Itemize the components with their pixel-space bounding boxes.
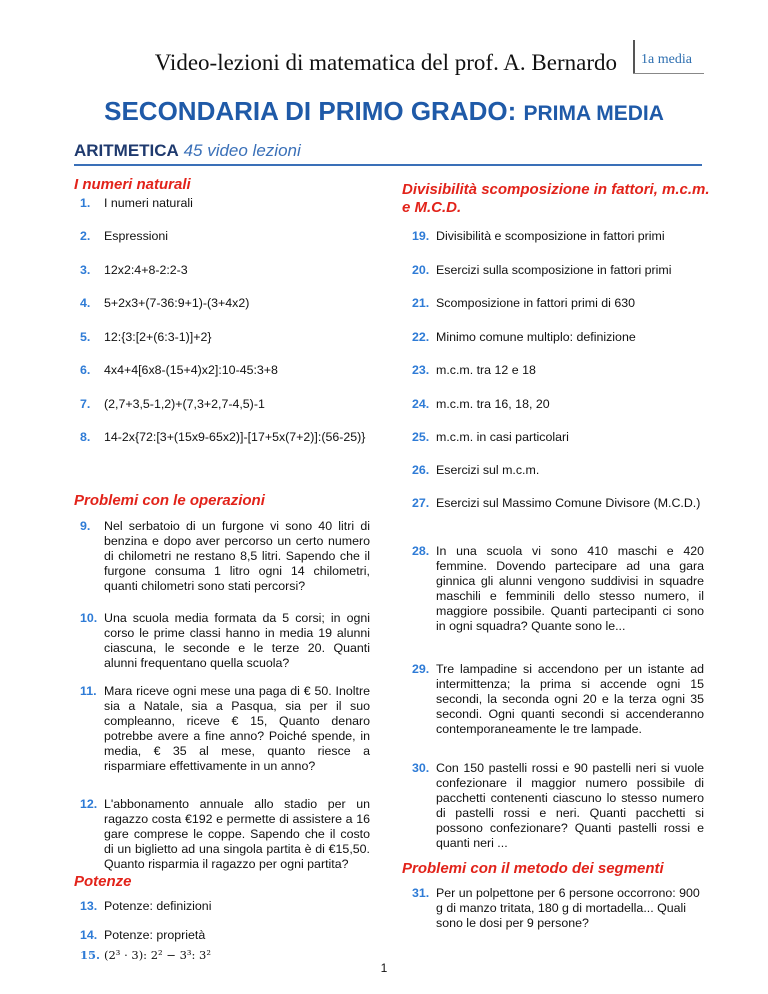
item-text: m.c.m. tra 16, 18, 20: [436, 397, 550, 411]
item-text: Minimo comune multiplo: definizione: [436, 330, 636, 344]
item-text: Esercizi sul m.c.m.: [436, 463, 540, 477]
item-number: 14.: [80, 928, 98, 942]
item-text: Tre lampadine si accendono per un istante ad intermittenza; la prima si accende ogni 15 secondi, la seconda ogni 20 e la terza ogni 35 secondi. Ogni quanti secondi si accenderanno contemporaneamente le tre lampade.: [436, 662, 704, 736]
list-item[interactable]: [412, 761, 704, 851]
item-number: 21.: [412, 296, 430, 310]
page-title-primary: SECONDARIA DI PRIMO GRADO:: [104, 96, 517, 126]
list-item[interactable]: [80, 263, 370, 278]
item-text: m.c.m. in casi particolari: [436, 430, 569, 444]
item-text: Potenze: proprietà: [104, 928, 206, 942]
list-item[interactable]: [80, 797, 370, 872]
item-text: Scomposizione in fattori primi di 630: [436, 296, 636, 310]
list-item[interactable]: [80, 684, 370, 774]
item-text: 4x4+4[6x8-(15+4)x2]:10-45:3+8: [104, 363, 278, 377]
item-text: Una scuola media formata da 5 corsi; in ogni corso le prime classi hanno in media 19 alunni ciascuna, le seconde e le terze 20. Quanti alunni frequentano quella scuola?: [104, 611, 370, 670]
item-number: 6.: [80, 363, 91, 377]
item-text: Esercizi sulla scomposizione in fattori primi: [436, 263, 672, 277]
heading-metodo-segmenti: Problemi con il metodo dei segmenti: [402, 860, 664, 877]
page-title-secondary: PRIMA MEDIA: [523, 102, 664, 125]
list-item[interactable]: [80, 196, 370, 211]
item-number: 7.: [80, 397, 91, 411]
page-number: 1: [380, 961, 388, 975]
item-text: L'abbonamento annuale allo stadio per un ragazzo costa €192 e permette di assistere a 16 gare comprese le coppe. Sapendo che il costo di un biglietto ad una singola partita è di €15,50. Quanto risparmia il ragazzo per ogni partita?: [104, 797, 370, 871]
list-item[interactable]: [412, 886, 704, 931]
section-rule: [74, 164, 702, 166]
header-title: Video-lezioni di matematica del prof. A. Bernardo: [154, 50, 617, 75]
heading-divisibilita: Divisibilità scomposizione in fattori, m.c.m. e M.C.D.: [402, 181, 710, 216]
item-text: Mara riceve ogni mese una paga di € 50. Inoltre sia a Natale, sia a Pasqua, sia per il suo compleanno, riceve € 15, Quanto denaro potrebbe avere a fine anno? Poiché spende, in media, € 35 al mese, quanto riesce a risparmiare effettivamente in un anno?: [104, 684, 370, 773]
list-item[interactable]: [412, 397, 704, 412]
item-number: 2.: [80, 229, 91, 243]
list-item[interactable]: [80, 363, 370, 378]
item-number: 24.: [412, 397, 430, 411]
item-number: 5.: [80, 330, 91, 344]
item-text: Con 150 pastelli rossi e 90 pastelli neri si vuole confezionare il maggior numero possibile di pacchetti contenenti ciascuno lo stesso numero di pastelli rossi e neri. Quanti pacchetti si possono confezionare? Quanti pastelli rossi e quanti neri ...: [436, 761, 704, 850]
section-title: ARITMETICA: [74, 141, 179, 160]
item-number: 31.: [412, 886, 430, 900]
list-item[interactable]: [412, 430, 704, 445]
list-item[interactable]: [80, 519, 370, 594]
list-item[interactable]: [412, 544, 704, 634]
list-item[interactable]: [80, 397, 370, 412]
item-number: 25.: [412, 430, 430, 444]
list-item[interactable]: [412, 296, 704, 311]
item-number: 26.: [412, 463, 430, 477]
list-item[interactable]: [412, 330, 704, 345]
item-number: 13.: [80, 899, 98, 913]
list-item[interactable]: [80, 296, 370, 311]
list-item[interactable]: [80, 611, 370, 671]
heading-numeri-naturali: I numeri naturali: [74, 176, 191, 193]
item-number: 19.: [412, 229, 430, 243]
item-text: m.c.m. tra 12 e 18: [436, 363, 536, 377]
item-text: Per un polpettone per 6 persone occorrono: 900 g di manzo tritata, 180 g di mortadella... Quali sono le dosi per 9 persone?: [436, 886, 700, 930]
item-text: Divisibilità e scomposizione in fattori primi: [436, 229, 665, 243]
header-divider: [633, 40, 635, 74]
item-number: 4.: [80, 296, 91, 310]
item-number: 3.: [80, 263, 91, 277]
item-text: Esercizi sul Massimo Comune Divisore (M.C.D.): [436, 496, 701, 510]
list-item[interactable]: [412, 496, 704, 511]
list-item[interactable]: [80, 430, 370, 445]
item-number: 12.: [80, 797, 98, 811]
item-text: In una scuola vi sono 410 maschi e 420 femmine. Dovendo partecipare ad una gara ginnica gli alunni vengono suddivisi in squadre maschili e femminili dello stesso numero, il maggiore possibile. Quanti partecipanti ci sono in ogni squadra? Quante sono le...: [436, 544, 704, 633]
item-number: 27.: [412, 496, 430, 510]
section-subtitle: 45 video lezioni: [183, 141, 301, 160]
heading-potenze: Potenze: [74, 873, 132, 890]
item-number: 11.: [80, 684, 97, 698]
item-text: Nel serbatoio di un furgone vi sono 40 litri di benzina e dopo aver percorso un certo numero di chilometri ne restano 8,5 litri. Sapendo che il furgone consuma 1 litro ogni 14 chilometri, quanti chilometri sono stati percorsi?: [104, 519, 370, 593]
item-text: Potenze: definizioni: [104, 899, 212, 913]
list-item[interactable]: [412, 463, 704, 478]
item-number: 29.: [412, 662, 430, 676]
item-text: 12x2:4+8-2:2-3: [104, 263, 188, 277]
header-rule: [633, 73, 704, 74]
list-item[interactable]: [412, 363, 704, 378]
item-number: 8.: [80, 430, 91, 444]
list-item[interactable]: [412, 229, 704, 244]
item-text: (2,7+3,5-1,2)+(7,3+2,7-4,5)-1: [104, 397, 265, 411]
item-number: 10.: [80, 611, 98, 625]
item-text: (2³ · 3): 2² − 3³: 3²: [104, 948, 211, 962]
item-text: 12:{3:[2+(6:3-1)]+2}: [104, 330, 212, 344]
section-heading: [74, 141, 301, 161]
item-number: 22.: [412, 330, 430, 344]
heading-problemi-operazioni: Problemi con le operazioni: [74, 492, 265, 509]
list-item[interactable]: [412, 263, 704, 278]
item-text: Espressioni: [104, 229, 169, 243]
item-number: 15.: [80, 948, 101, 962]
item-number: 28.: [412, 544, 430, 558]
item-text: I numeri naturali: [104, 196, 193, 210]
item-number: 9.: [80, 519, 91, 533]
header-badge: 1a media: [641, 52, 692, 67]
item-number: 20.: [412, 263, 430, 277]
list-item[interactable]: [80, 899, 370, 914]
list-item[interactable]: [80, 928, 370, 943]
list-item[interactable]: [80, 229, 370, 244]
list-item[interactable]: [412, 662, 704, 737]
item-text: 5+2x3+(7-36:9+1)-(3+4x2): [104, 296, 250, 310]
item-text: 14-2x{72:[3+(15x9-65x2)]-[17+5x(7+2)]:(56-25)}: [104, 430, 366, 444]
item-number: 23.: [412, 363, 430, 377]
page-title: [0, 96, 768, 127]
item-number: 30.: [412, 761, 430, 775]
item-number: 1.: [80, 196, 91, 210]
list-item[interactable]: [80, 330, 370, 345]
